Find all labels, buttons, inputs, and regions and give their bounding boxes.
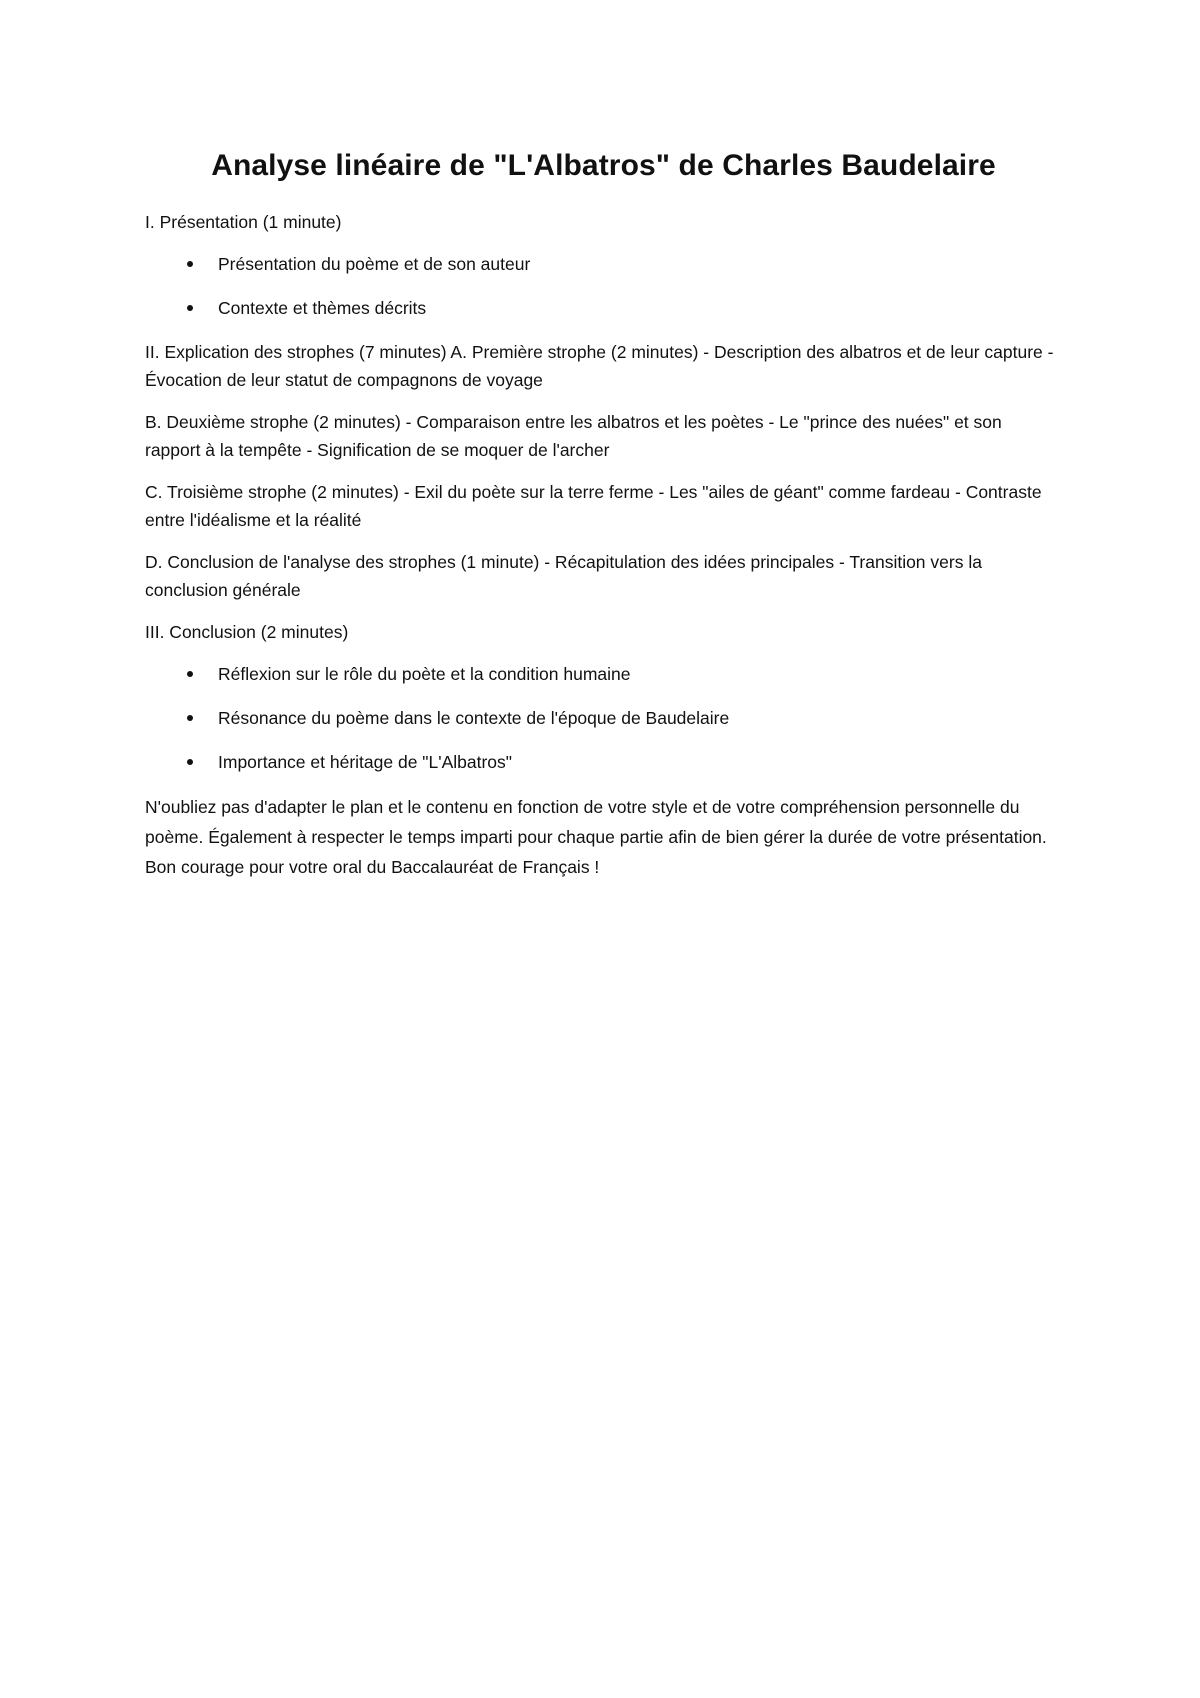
list-item: Présentation du poème et de son auteur: [145, 250, 1062, 278]
section-2-paragraph-c: C. Troisième strophe (2 minutes) - Exil du poète sur la terre ferme - Les "ailes de géant" comme fardeau - Contraste entre l'idéalisme et la réalité: [145, 482, 1042, 530]
list-item: Importance et héritage de "L'Albatros": [145, 748, 1062, 776]
section-3-heading: III. Conclusion (2 minutes): [145, 622, 349, 642]
section-2-paragraph-d: D. Conclusion de l'analyse des strophes (1 minute) - Récapitulation des idées principales - Transition vers la conclusion générale: [145, 552, 982, 600]
list-item: Résonance du poème dans le contexte de l'époque de Baudelaire: [145, 704, 1062, 732]
closing-paragraph: N'oubliez pas d'adapter le plan et le contenu en fonction de votre style et de votre compréhension personnelle du poème. Également à respecter le temps imparti pour chaque partie afin de bien gérer la durée de votre présentation. Bon courage pour votre oral du Baccalauréat de Français !: [145, 797, 1047, 877]
section-2-paragraph-b: B. Deuxième strophe (2 minutes) - Comparaison entre les albatros et les poètes - Le "prince des nuées" et son rapport à la tempête - Signification de se moquer de l'archer: [145, 412, 1002, 460]
section-1-list: [145, 250, 1062, 322]
section-2-paragraph-a: II. Explication des strophes (7 minutes) A. Première strophe (2 minutes) - Description des albatros et de leur capture - Évocation de leur statut de compagnons de voyage: [145, 342, 1054, 390]
section-3-list: [145, 660, 1062, 776]
list-item: Réflexion sur le rôle du poète et la condition humaine: [145, 660, 1062, 688]
section-1-heading: I. Présentation (1 minute): [145, 212, 342, 232]
document-title: Analyse linéaire de "L'Albatros" de Charles Baudelaire: [211, 149, 996, 182]
list-item: Contexte et thèmes décrits: [145, 294, 1062, 322]
